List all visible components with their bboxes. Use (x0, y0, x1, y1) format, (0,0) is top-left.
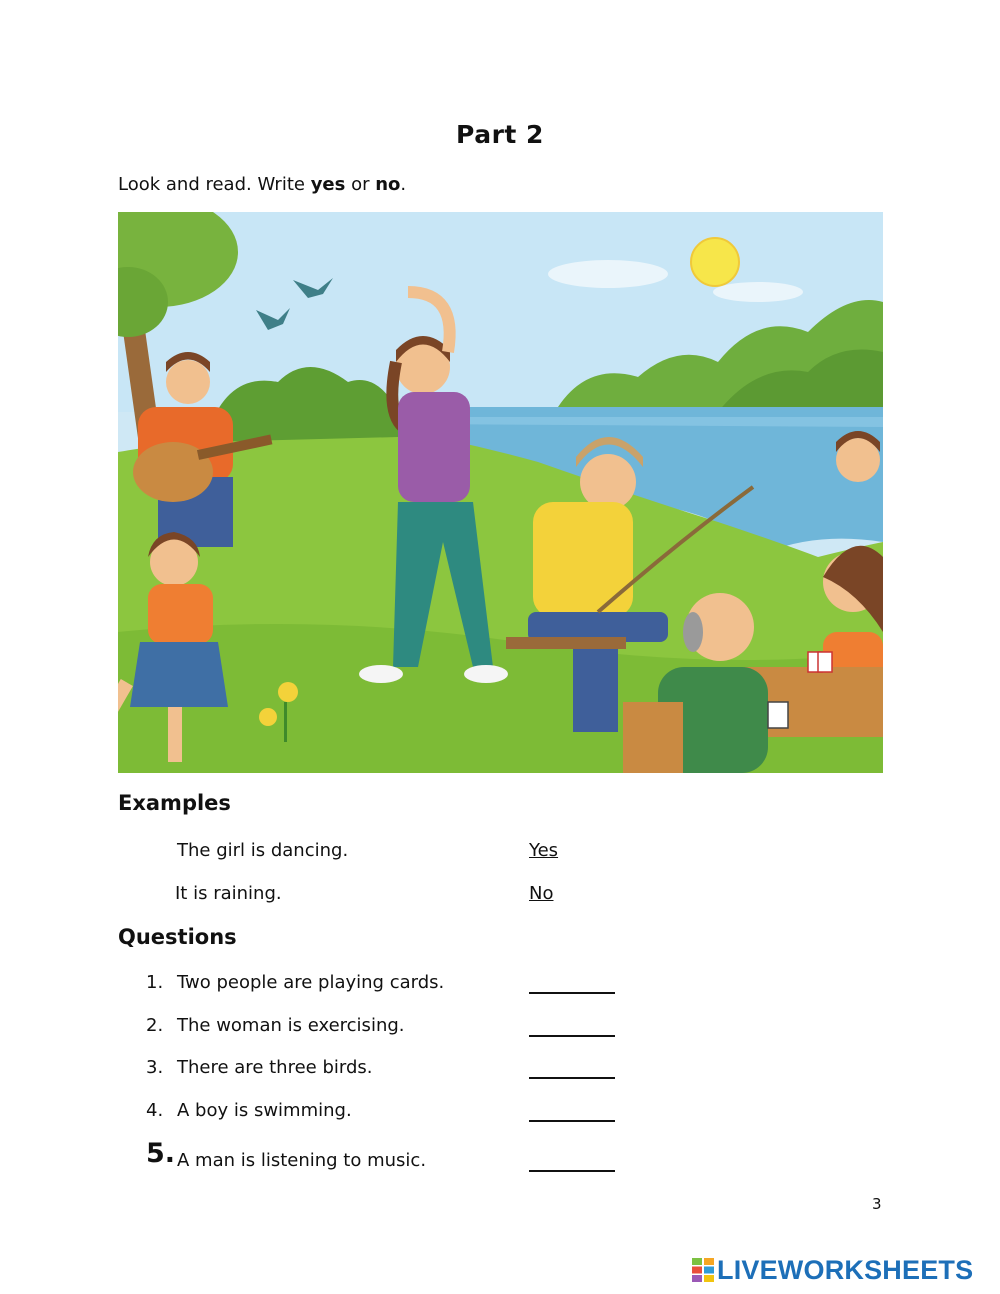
instruction-no-word: no (375, 174, 401, 195)
question-row (118, 1138, 718, 1178)
liveworksheets-logo-icon (692, 1258, 714, 1282)
liveworksheets-wordmark: LIVEWORKSHEETS (717, 1254, 974, 1285)
answer-input-3[interactable] (529, 1055, 615, 1079)
question-sentence: The woman is exercising. (177, 1015, 405, 1036)
question-sentence: Two people are playing cards. (177, 972, 445, 993)
question-row (118, 1055, 718, 1085)
page-number: 3 (872, 1195, 882, 1213)
question-number: 3. (146, 1057, 164, 1078)
question-number: 2. (146, 1015, 164, 1036)
example-sentence: It is raining. (175, 883, 282, 904)
instruction-text (118, 174, 406, 195)
question-number: 5. (146, 1138, 176, 1169)
park-scene-illustration (118, 212, 883, 773)
page-title: Part 2 (456, 120, 544, 149)
answer-input-2[interactable] (529, 1013, 615, 1037)
instruction-suffix: . (400, 174, 407, 195)
question-row (118, 1013, 718, 1043)
question-row (118, 1098, 718, 1128)
sun (691, 238, 739, 286)
example-answer: No (529, 883, 554, 904)
question-number: 1. (146, 972, 164, 993)
questions-heading: Questions (118, 925, 237, 949)
question-sentence: A man is listening to music. (177, 1150, 427, 1171)
example-answer: Yes (529, 840, 559, 861)
examples-heading: Examples (118, 791, 231, 815)
instruction-prefix: Look and read. Write (118, 174, 311, 195)
question-sentence: There are three birds. (177, 1057, 373, 1078)
question-sentence: A boy is swimming. (177, 1100, 352, 1121)
answer-input-1[interactable] (529, 970, 615, 994)
example-sentence: The girl is dancing. (177, 840, 349, 861)
answer-input-4[interactable] (529, 1098, 615, 1122)
example-row (118, 881, 718, 911)
instruction-yes-word: yes (310, 174, 346, 195)
question-number: 4. (146, 1100, 164, 1121)
question-row (118, 970, 718, 1000)
example-row (118, 838, 718, 868)
answer-input-5[interactable] (529, 1148, 615, 1172)
liveworksheets-logo (692, 1255, 973, 1285)
instruction-middle: or (345, 174, 376, 195)
